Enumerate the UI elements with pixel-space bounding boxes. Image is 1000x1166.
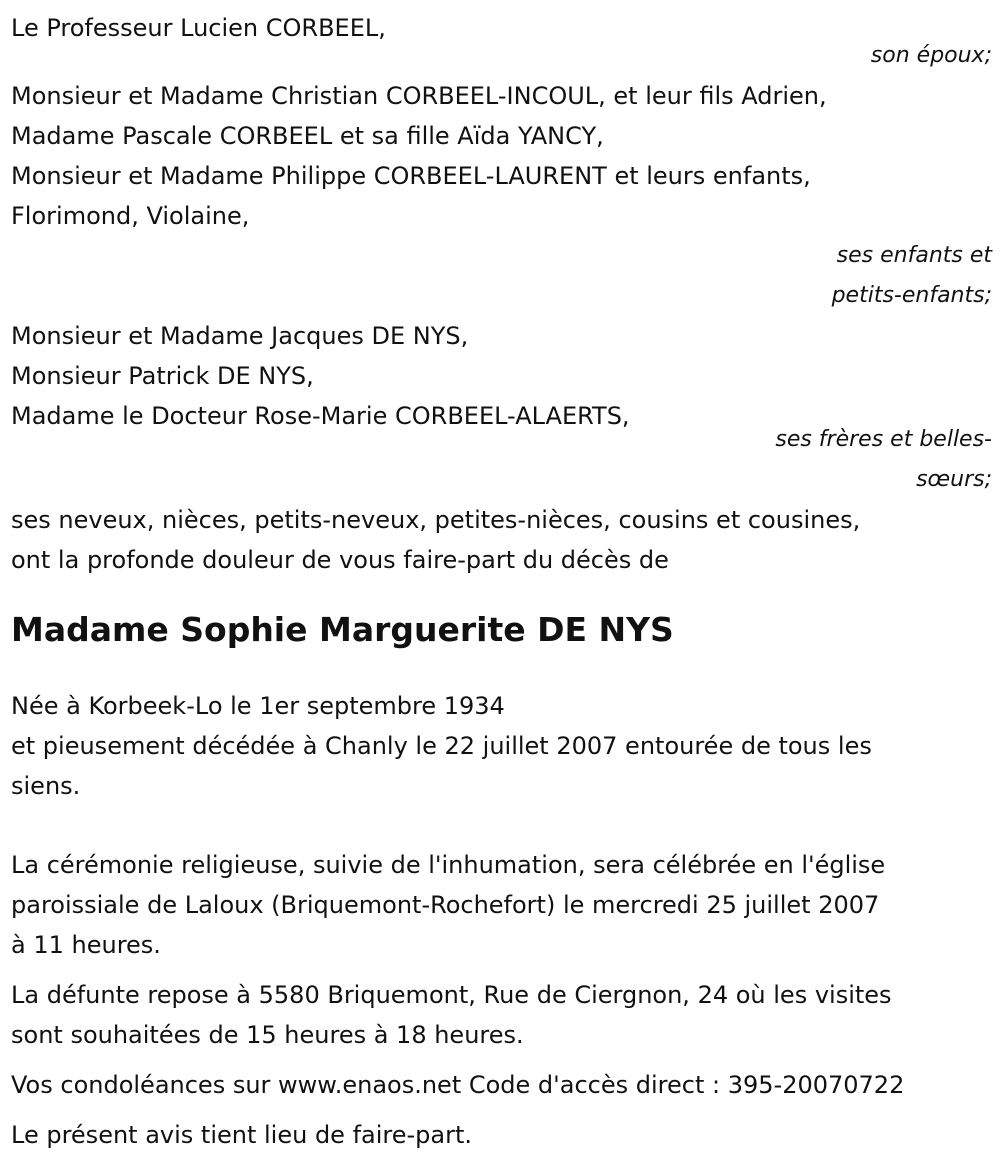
siblings-line-3: Madame le Docteur Rose-Marie CORBEEL-ALAERTS, xyxy=(11,402,630,430)
children-relation-2: petits-enfants; xyxy=(831,283,992,308)
siblings-line-2: Monsieur Patrick DE NYS, xyxy=(11,362,314,390)
siblings-relation-2: sœurs; xyxy=(916,467,992,492)
deceased-name: Madame Sophie Marguerite DE NYS xyxy=(11,610,674,649)
announcement-line: ont la profonde douleur de vous faire-part du décès de xyxy=(11,546,669,574)
visitation-line-2: sont souhaitées de 15 heures à 18 heures. xyxy=(11,1021,524,1049)
closing-line: Le présent avis tient lieu de faire-part. xyxy=(11,1121,473,1149)
visitation-line-1: La défunte repose à 5580 Briquemont, Rue de Ciergnon, 24 où les visites xyxy=(11,981,892,1009)
children-line-2: Madame Pascale CORBEEL et sa fille Aïda YANCY, xyxy=(11,122,604,150)
husband-line: Le Professeur Lucien CORBEEL, xyxy=(11,14,386,42)
ceremony-line-2: paroissiale de Laloux (Briquemont-Rochefort) le mercredi 25 juillet 2007 xyxy=(11,891,880,919)
siblings-relation-1: ses frères et belles- xyxy=(775,427,992,452)
death-notice xyxy=(11,8,992,1155)
children-line-4: Florimond, Violaine, xyxy=(11,202,250,230)
condolences-line: Vos condoléances sur www.enaos.net Code d'accès direct : 395-20070722 xyxy=(11,1071,905,1099)
death-line-1: et pieusement décédée à Chanly le 22 juillet 2007 entourée de tous les xyxy=(11,732,872,760)
relatives-line: ses neveux, nièces, petits-neveux, petites-nièces, cousins et cousines, xyxy=(11,506,861,534)
children-relation-1: ses enfants et xyxy=(836,243,992,268)
birth-line: Née à Korbeek-Lo le 1er septembre 1934 xyxy=(11,692,505,720)
death-line-2: siens. xyxy=(11,772,81,800)
ceremony-line-1: La cérémonie religieuse, suivie de l'inhumation, sera célébrée en l'église xyxy=(11,851,886,879)
children-line-1: Monsieur et Madame Christian CORBEEL-INCOUL, et leur fils Adrien, xyxy=(11,82,827,110)
ceremony-line-3: à 11 heures. xyxy=(11,931,161,959)
siblings-line-1: Monsieur et Madame Jacques DE NYS, xyxy=(11,322,469,350)
children-line-3: Monsieur et Madame Philippe CORBEEL-LAURENT et leurs enfants, xyxy=(11,162,811,190)
husband-relation: son époux; xyxy=(870,43,992,68)
